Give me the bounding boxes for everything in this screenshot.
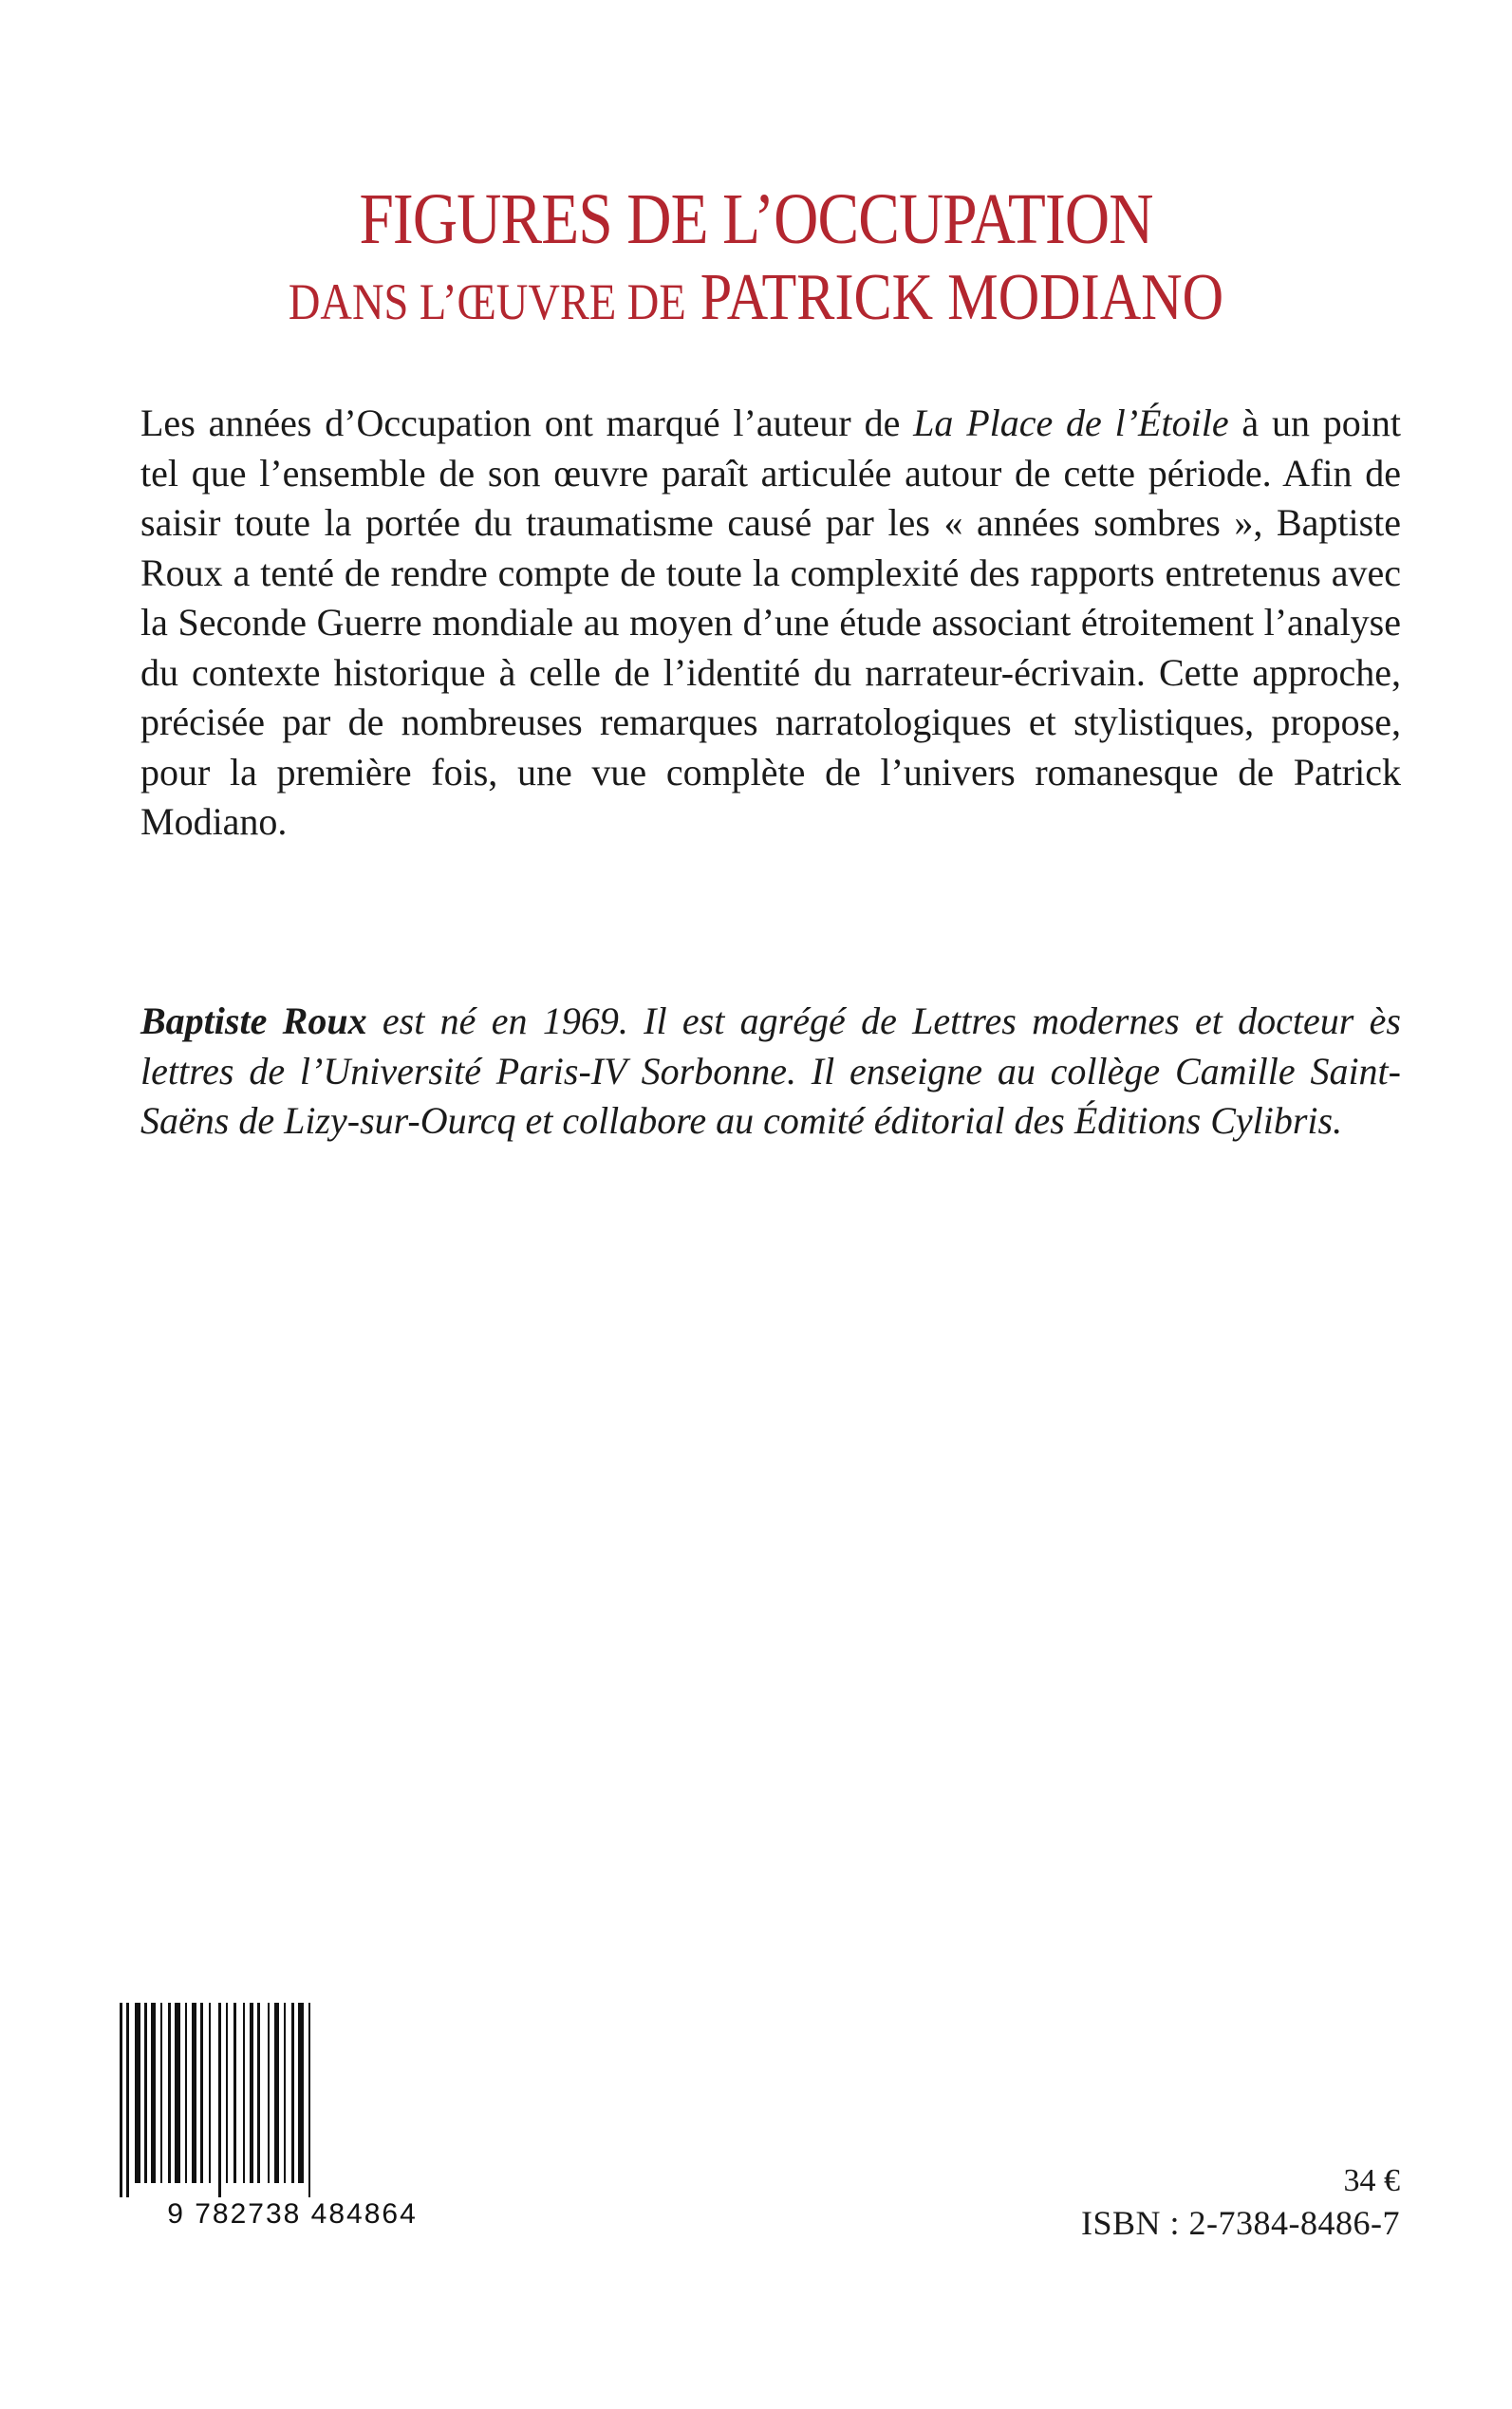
- barcode-icon: [112, 2003, 473, 2231]
- title-line-2: [106, 260, 1407, 340]
- isbn-barcode: [112, 2003, 473, 2231]
- title-line-1: FIGURES DE L’OCCUPATION: [359, 179, 1153, 259]
- bio-author-name: Baptiste Roux: [140, 999, 367, 1042]
- bio-text: est né en 1969. Il est agrégé de Lettres modernes et docteur ès lettres de l’Université Paris-IV Sorbonne. Il enseigne au collège Camille Saint-Saëns de Lizy-sur-Ourcq et collabore au comité éditorial des Éditions Cylibris.: [140, 999, 1401, 1142]
- author-bio: [140, 997, 1401, 1147]
- summary-part-1: Les années d’Occupation ont marqué l’auteur de: [140, 402, 914, 444]
- price: 34 €: [1343, 2163, 1400, 2198]
- title-line-2-prefix: DANS L’ŒUVRE DE: [288, 273, 686, 330]
- summary-part-2: à un point tel que l’ensemble de son œuvre paraît articulée autour de cette période. Afin de saisir toute la portée du traumatisme causé par les « années sombres », Baptiste Roux a tenté de rendre compte de toute la complexité des rapports entretenus avec la Seconde Guerre mondiale au moyen d’une étude associant étroitement l’analyse du contexte historique à celle de l’identité du narrateur-écrivain. Cette approche, précisée par de nombreuses remarques narratologiques et stylistiques, propose, pour la première fois, une vue complète de l’univers romanesque de Patrick Modiano.: [140, 402, 1402, 843]
- book-title: [0, 178, 1512, 340]
- barcode-digits: 9 782738 484864: [167, 2198, 418, 2230]
- summary-book-title: La Place de l’Étoile: [913, 402, 1229, 444]
- title-line-2-author: PATRICK MODIANO: [700, 261, 1224, 334]
- book-summary: [140, 399, 1401, 848]
- isbn: ISBN : 2-7384-8486-7: [1081, 2204, 1400, 2242]
